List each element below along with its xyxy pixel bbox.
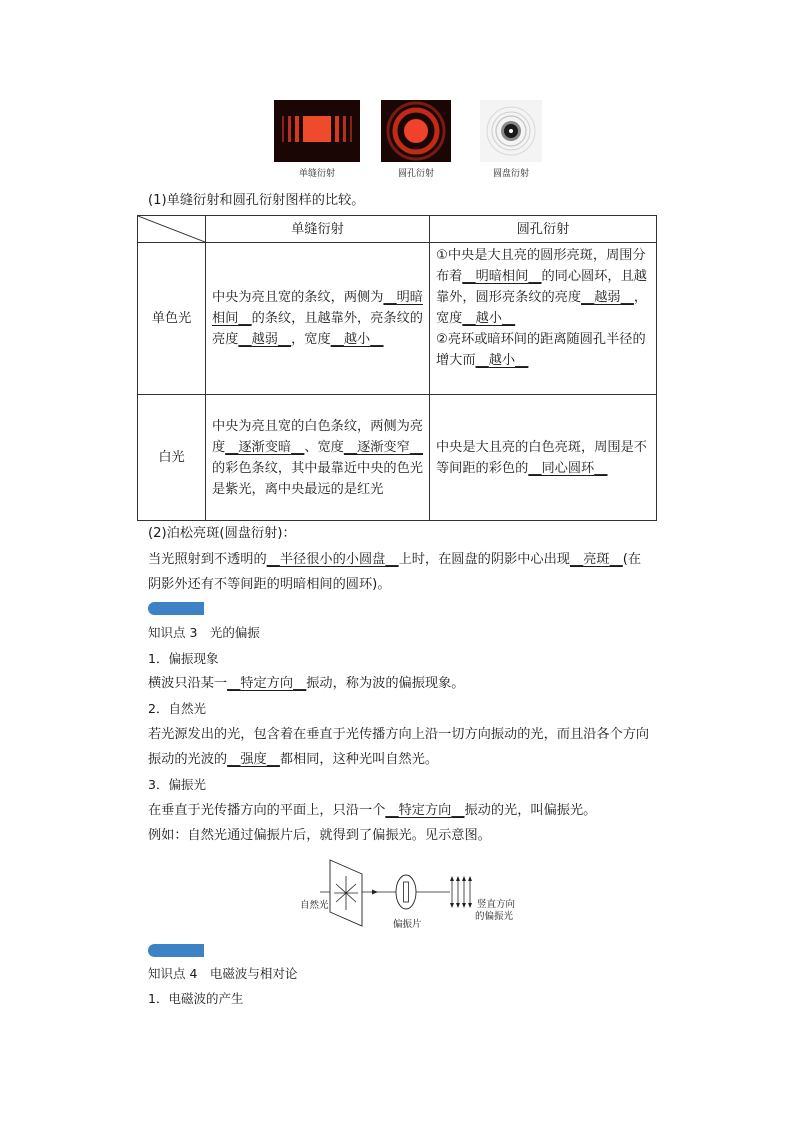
blank: __半径很小的小圆盘__ [266, 552, 399, 567]
cell-mono-circular: ①中央是大且亮的圆形亮斑，周围分布着__明暗相间__的同心圆环，且越靠外，圆形亮条纹的亮度__越弱__，宽度__越小__ ②亮环或暗环间的距离随圆孔半径的增大而__越小__ [430, 243, 657, 395]
caption-single-slit: 单缝衍射 [298, 169, 335, 179]
blank: __越弱__ [238, 332, 292, 347]
kp4-s1-heading: 1．电磁波的产生 [148, 991, 244, 1006]
kp3-s2-heading: 2．自然光 [148, 701, 206, 716]
blank: __越小__ [462, 311, 516, 326]
header-single-slit: 单缝衍射 [206, 216, 430, 243]
polarization-diagram [300, 852, 530, 932]
cell-mono-single-slit: 中央为亮且宽的条纹，两侧为__明暗相间__的条纹，且越靠外，亮条纹的亮度__越弱__，宽度__越小__ [206, 243, 430, 395]
row-label-white-light: 白光 [138, 395, 206, 521]
table-corner-cell [138, 216, 206, 243]
kp4-title: 知识点 4 电磁波与相对论 [148, 966, 298, 981]
label-polarized-2: 的偏振光 [475, 911, 514, 922]
blank: __特定方向__ [385, 803, 465, 818]
kp3-s1-heading: 1．偏振现象 [148, 651, 219, 666]
blank: __同心圆环__ [528, 460, 608, 476]
kp3-s2-text1: 若光源发出的光，包含着在垂直于光传播方向上沿一切方向振动的光，而且沿各个方向 [148, 727, 650, 742]
caption-circular-aperture: 圆孔衍射 [397, 169, 434, 179]
comparison-table [137, 215, 657, 521]
kp3-title: 知识点 3 光的偏振 [148, 625, 260, 640]
kp3-s1-text: 横波只沿某一__特定方向__振动，称为波的偏振现象。 [148, 676, 465, 691]
blank: __越小__ [475, 353, 529, 368]
blank: __亮斑__ [570, 552, 623, 567]
kp3-s3-text2: 例如：自然光通过偏振片后，就得到了偏振光。见示意图。 [148, 828, 491, 843]
blank: __逐渐变暗__ [225, 439, 305, 455]
kp3-s3-heading: 3．偏振光 [148, 777, 206, 792]
blank: __特定方向__ [227, 676, 307, 691]
section2-para-line1: 当光照射到不透明的__半径很小的小圆盘__上时，在圆盘的阴影中心出现__亮斑__(在 [148, 552, 642, 567]
row-label-monochromatic: 单色光 [138, 243, 206, 395]
header-circular-aperture: 圆孔衍射 [430, 216, 657, 243]
section-tag [148, 602, 204, 615]
blank: __明暗相间__ [462, 269, 542, 284]
caption-disk: 圆盘衍射 [492, 169, 529, 179]
label-natural-light: 自然光 [300, 900, 329, 911]
section2-para-line2: 阴影外还有不等间距的明暗相间的圆环)。 [148, 577, 391, 592]
cell-white-circular: 中央是大且亮的白色亮斑，周围是不等间距的彩色的__同心圆环__ [430, 395, 657, 521]
blank: __明暗相间__ [212, 290, 423, 326]
blank: __逐渐变窄__ [343, 439, 423, 455]
section1-heading: (1)单缝衍射和圆孔衍射图样的比较。 [148, 193, 365, 208]
label-polarized-1: 竖直方向 [477, 899, 516, 910]
cell-white-single-slit: 中央为亮且宽的白色条纹，两侧为亮度__逐渐变暗__、宽度__逐渐变窄__的彩色条纹，其中最靠近中央的色光是紫光，离中央最远的是红光 [206, 395, 430, 521]
disk-diffraction-image [480, 100, 542, 162]
blank: __越弱__ [581, 290, 634, 305]
section-tag [148, 944, 204, 957]
blank: __强度__ [227, 752, 280, 767]
blank: __越小__ [330, 332, 384, 347]
kp3-s3-text1: 在垂直于光传播方向的平面上，只沿一个__特定方向__振动的光，叫偏振光。 [148, 803, 597, 818]
single-slit-diffraction-image [274, 100, 360, 162]
label-polarizer: 偏振片 [393, 919, 422, 930]
circular-aperture-diffraction-image [381, 100, 451, 162]
section2-heading: (2)泊松亮斑(圆盘衍射)： [148, 526, 296, 541]
kp3-s2-text2: 振动的光波的__强度__都相同，这种光叫自然光。 [148, 752, 439, 767]
